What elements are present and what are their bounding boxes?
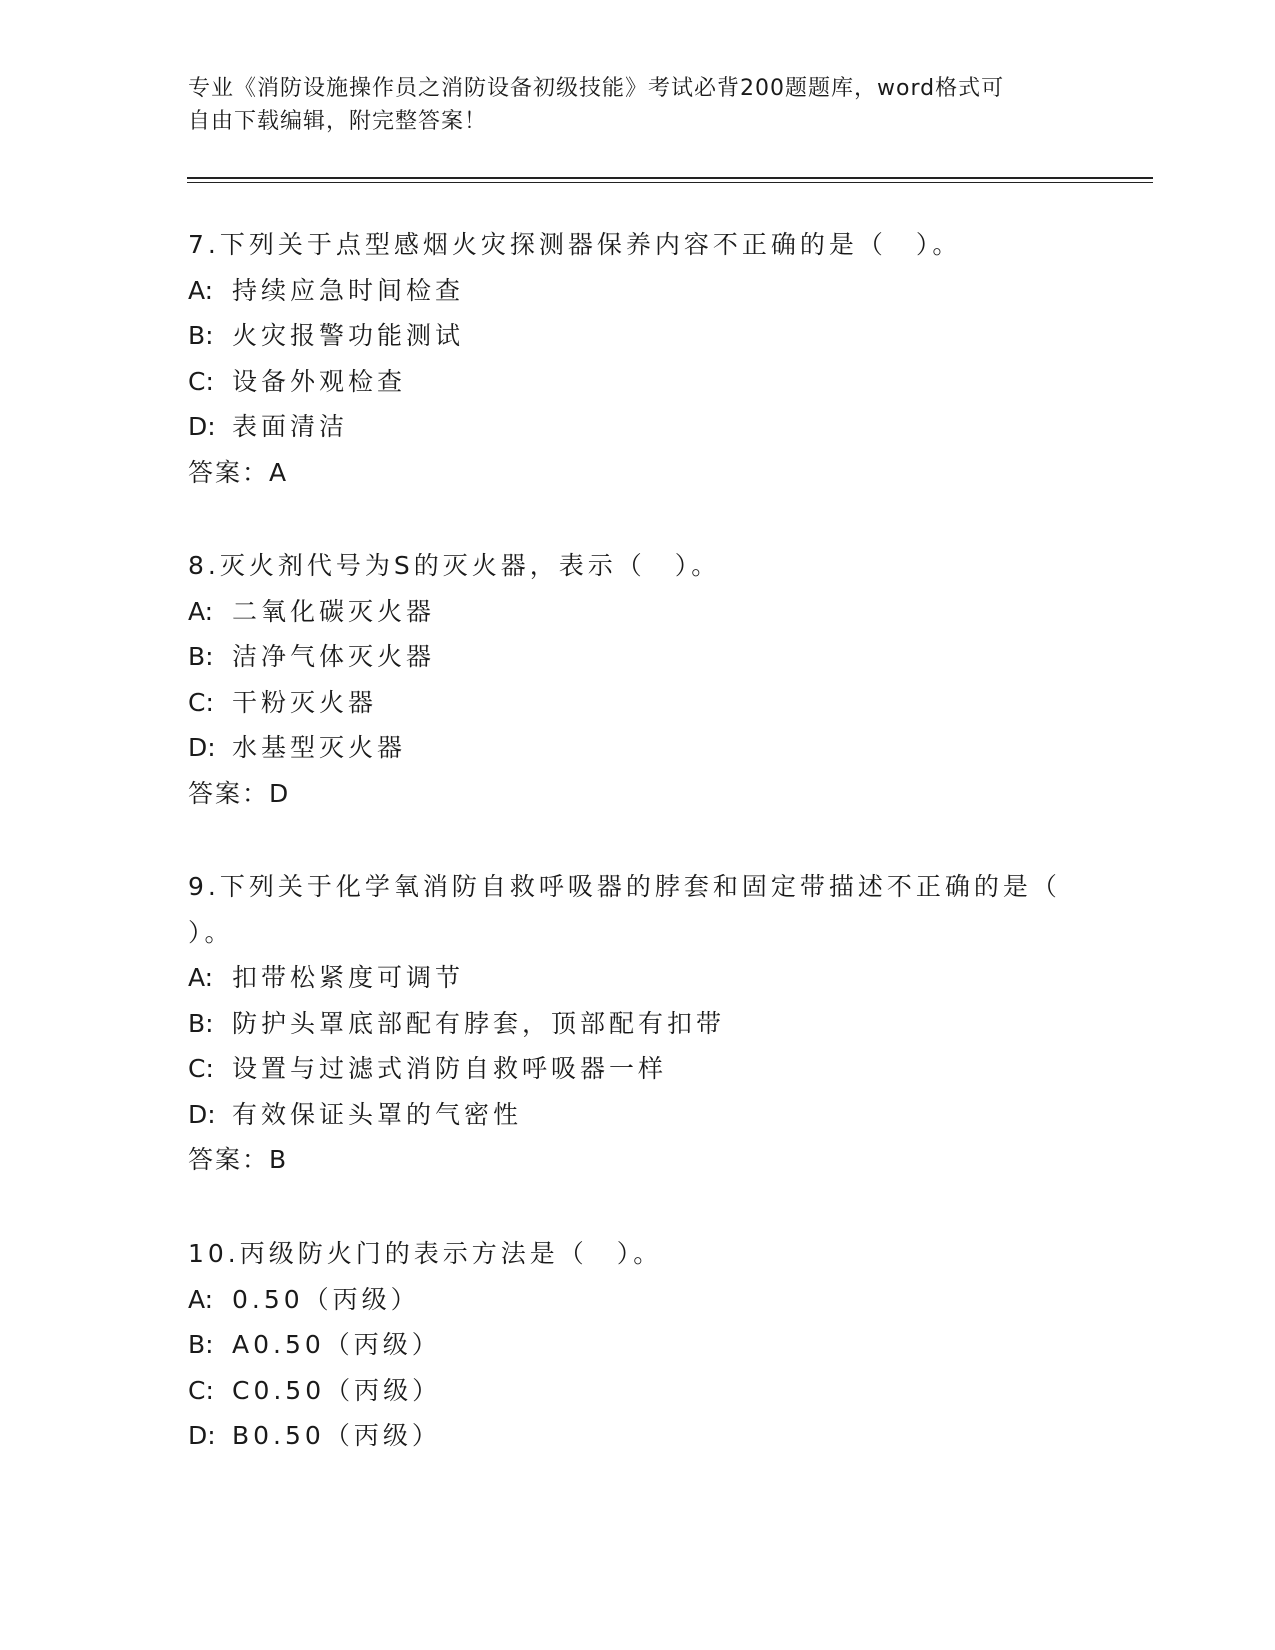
option-a	[188, 589, 1088, 635]
header-rule-thin	[187, 182, 1153, 183]
option-text: 设备外观检查	[232, 366, 407, 396]
question-stem: 7.下列关于点型感烟火灾探测器保养内容不正确的是（ ）。	[188, 230, 962, 259]
option-text: A0.50（丙级）	[232, 1330, 441, 1359]
option-b	[188, 1322, 1088, 1368]
answer-value: B	[269, 1145, 289, 1174]
header-line-1: 专业《消防设施操作员之消防设备初级技能》考试必背200题题库，word格式可	[188, 76, 1005, 101]
option-c	[188, 1368, 1088, 1414]
option-d	[188, 404, 1088, 450]
option-letter: B:	[188, 321, 214, 350]
option-b	[188, 313, 1088, 359]
option-text: 防护头罩底部配有脖套，顶部配有扣带	[232, 1008, 726, 1038]
answer-line	[188, 1137, 1088, 1183]
option-a	[188, 955, 1088, 1001]
option-d	[188, 1413, 1088, 1459]
option-letter: D:	[188, 1421, 216, 1450]
answer-value: D	[269, 778, 291, 808]
option-letter: D:	[188, 1099, 216, 1129]
option-text: 持续应急时间检查	[232, 275, 465, 305]
option-c	[188, 359, 1088, 405]
question-stem: 8.灭火剂代号为S的灭火器，表示（ ）。	[188, 551, 721, 580]
option-letter: C:	[188, 1054, 214, 1083]
option-letter: A:	[188, 963, 214, 992]
answer-label: 答案：	[188, 778, 270, 808]
option-c	[188, 1046, 1088, 1092]
question-9	[188, 864, 1088, 1183]
option-letter: A:	[188, 596, 214, 626]
option-text: B0.50（丙级）	[232, 1421, 441, 1450]
option-letter: C:	[188, 1375, 214, 1405]
header-line-2: 自由下载编辑，附完整答案！	[188, 109, 488, 134]
option-letter: B:	[188, 1330, 214, 1359]
answer-value: A	[269, 457, 289, 487]
option-letter: C:	[188, 366, 214, 396]
option-text: 扣带松紧度可调节	[232, 963, 465, 992]
option-a	[188, 1277, 1088, 1323]
option-text: 有效保证头罩的气密性	[232, 1099, 523, 1129]
answer-label: 答案：	[188, 1145, 270, 1174]
option-letter: B:	[188, 1008, 214, 1038]
question-stem: 10.丙级防火门的表示方法是（ ）。	[188, 1239, 663, 1268]
answer-line	[188, 771, 1088, 817]
option-text: 火灾报警功能测试	[232, 321, 465, 350]
option-text: 表面清洁	[232, 412, 349, 441]
option-letter: A:	[188, 275, 214, 305]
option-text: 洁净气体灭火器	[232, 642, 436, 671]
option-c	[188, 680, 1088, 726]
option-letter: C:	[188, 687, 214, 717]
question-8	[188, 543, 1088, 816]
option-text: 二氧化碳灭火器	[232, 596, 436, 626]
option-text: 水基型灭火器	[232, 733, 407, 762]
document-header	[188, 72, 1088, 138]
option-text: C0.50（丙级）	[232, 1375, 442, 1405]
question-stem-continued: ）。	[188, 917, 234, 947]
option-d	[188, 1092, 1088, 1138]
option-a	[188, 268, 1088, 314]
option-letter: D:	[188, 412, 216, 441]
answer-label: 答案：	[188, 457, 270, 487]
option-d	[188, 725, 1088, 771]
answer-line	[188, 450, 1088, 496]
option-letter: A:	[188, 1284, 214, 1314]
option-b	[188, 634, 1088, 680]
option-letter: B:	[188, 642, 214, 671]
option-text: 设置与过滤式消防自救呼吸器一样	[232, 1054, 668, 1083]
option-letter: D:	[188, 733, 216, 762]
option-b	[188, 1001, 1088, 1047]
option-text: 干粉灭火器	[232, 687, 378, 717]
question-7	[188, 222, 1088, 495]
option-text: 0.50（丙级）	[232, 1284, 420, 1314]
question-10	[188, 1231, 1088, 1459]
question-stem: 9.下列关于化学氧消防自救呼吸器的脖套和固定带描述不正确的是（	[188, 872, 1061, 901]
header-rule-thick	[187, 177, 1153, 179]
